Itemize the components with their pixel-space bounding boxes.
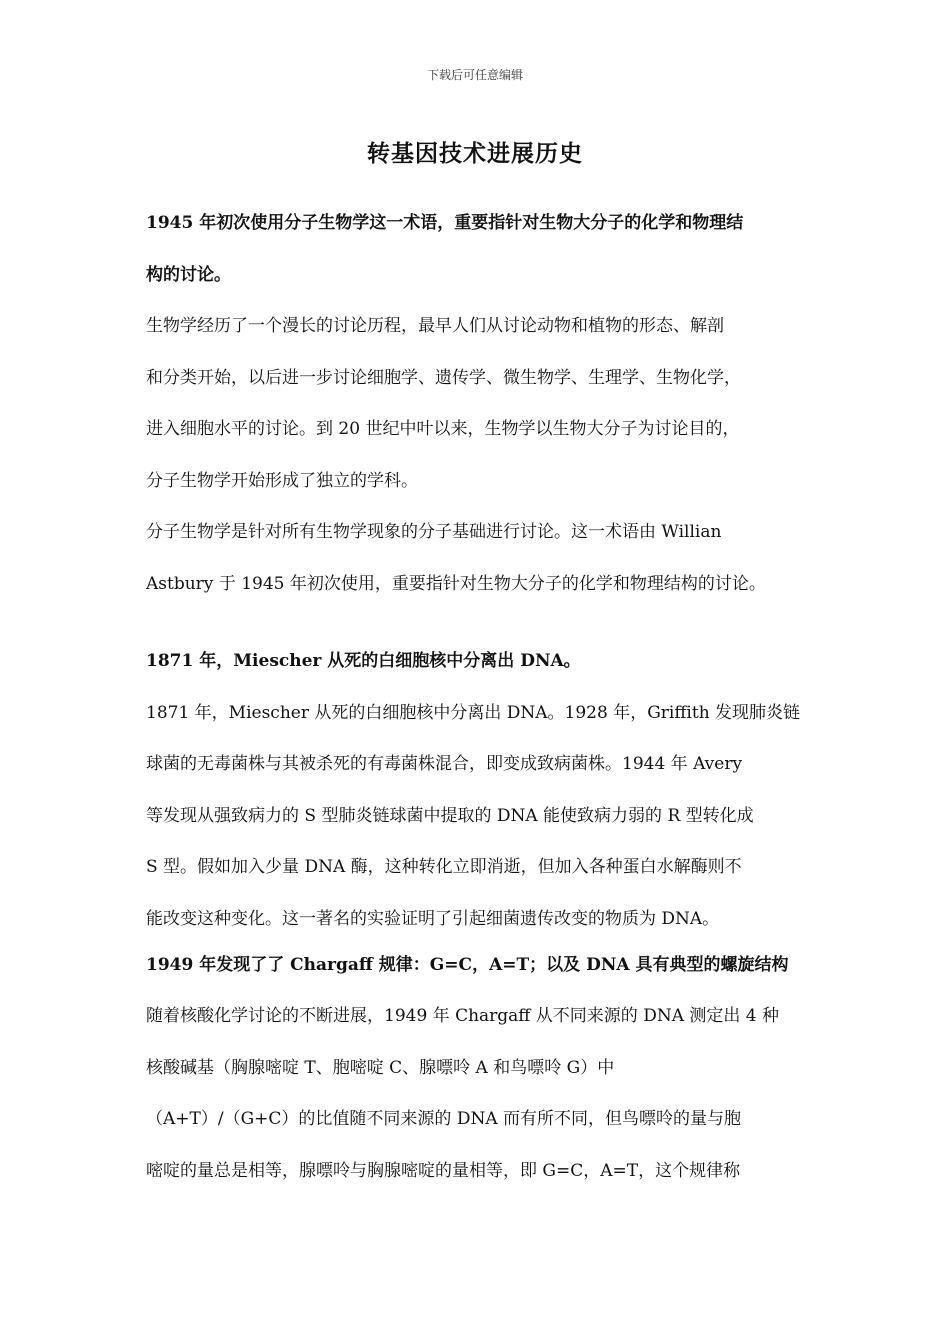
section-heading-line: 1949 年发现了了 Chargaff 规律：G=C，A=T；以及 DNA 具有典型的螺旋结构 bbox=[146, 954, 789, 975]
header-note: 下载后可任意编辑 bbox=[426, 68, 523, 82]
paragraph-line: 生物学经历了一个漫长的讨论历程，最早人们从讨论动物和植物的形态、解剖 bbox=[146, 316, 724, 336]
section-heading-line: 构的讨论。 bbox=[146, 264, 231, 285]
paragraph-line: 嘧啶的量总是相等，腺嘌呤与胸腺嘧啶的量相等，即 G=C，A=T，这个规律称 bbox=[146, 1160, 741, 1181]
paragraph-line: S 型。假如加入少量 DNA 酶，这种转化立即消逝，但加入各种蛋白水解酶则不 bbox=[146, 857, 742, 877]
paragraph-line: （A+T）/（G+C）的比值随不同来源的 DNA 而有所不同，但鸟嘌呤的量与胞 bbox=[146, 1109, 742, 1129]
paragraph-line: 随着核酸化学讨论的不断进展，1949 年 Chargaff 从不同来源的 DNA 测定出 4 种 bbox=[146, 1006, 779, 1026]
paragraph-line: 核酸碱基（胸腺嘧啶 T、胞嘧啶 C、腺嘌呤 A 和鸟嘌呤 G）中 bbox=[146, 1057, 615, 1078]
paragraph-line: 进入细胞水平的讨论。到 20 世纪中叶以来，生物学以生物大分子为讨论目的， bbox=[146, 419, 740, 439]
document-body bbox=[146, 202, 806, 1201]
paragraph-line: Astbury 于 1945 年初次使用，重要指针对生物大分子的化学和物理结构的讨论。 bbox=[146, 573, 766, 594]
paragraph-line: 分子生物学开始形成了独立的学科。 bbox=[146, 470, 418, 491]
paragraph-line: 等发现从强致病力的 S 型肺炎链球菌中提取的 DNA 能使致病力弱的 R 型转化成 bbox=[146, 805, 754, 826]
section-heading-line: 1945 年初次使用分子生物学这一术语，重要指针对生物大分子的化学和物理结 bbox=[146, 213, 744, 233]
document-title: 转基因技术进展历史 bbox=[367, 140, 583, 167]
section-spacer bbox=[146, 614, 806, 640]
section-heading-line: 1871 年，Miescher 从死的白细胞核中分离出 DNA。 bbox=[146, 651, 581, 671]
paragraph-line: 能改变这种变化。这一著名的实验证明了引起细菌遗传改变的物质为 DNA。 bbox=[146, 908, 720, 929]
paragraph-line: 分子生物学是针对所有生物学现象的分子基础进行讨论。这一术语由 Willian bbox=[146, 522, 722, 542]
paragraph-line: 1871 年，Miescher 从死的白细胞核中分离出 DNA。1928 年，Griffith 发现肺炎链 bbox=[146, 702, 801, 723]
paragraph-line: 球菌的无毒菌株与其被杀死的有毒菌株混合，即变成致病菌株。1944 年 Avery bbox=[146, 754, 743, 774]
paragraph-line: 和分类开始，以后进一步讨论细胞学、遗传学、微生物学、生理学、生物化学， bbox=[146, 367, 741, 388]
